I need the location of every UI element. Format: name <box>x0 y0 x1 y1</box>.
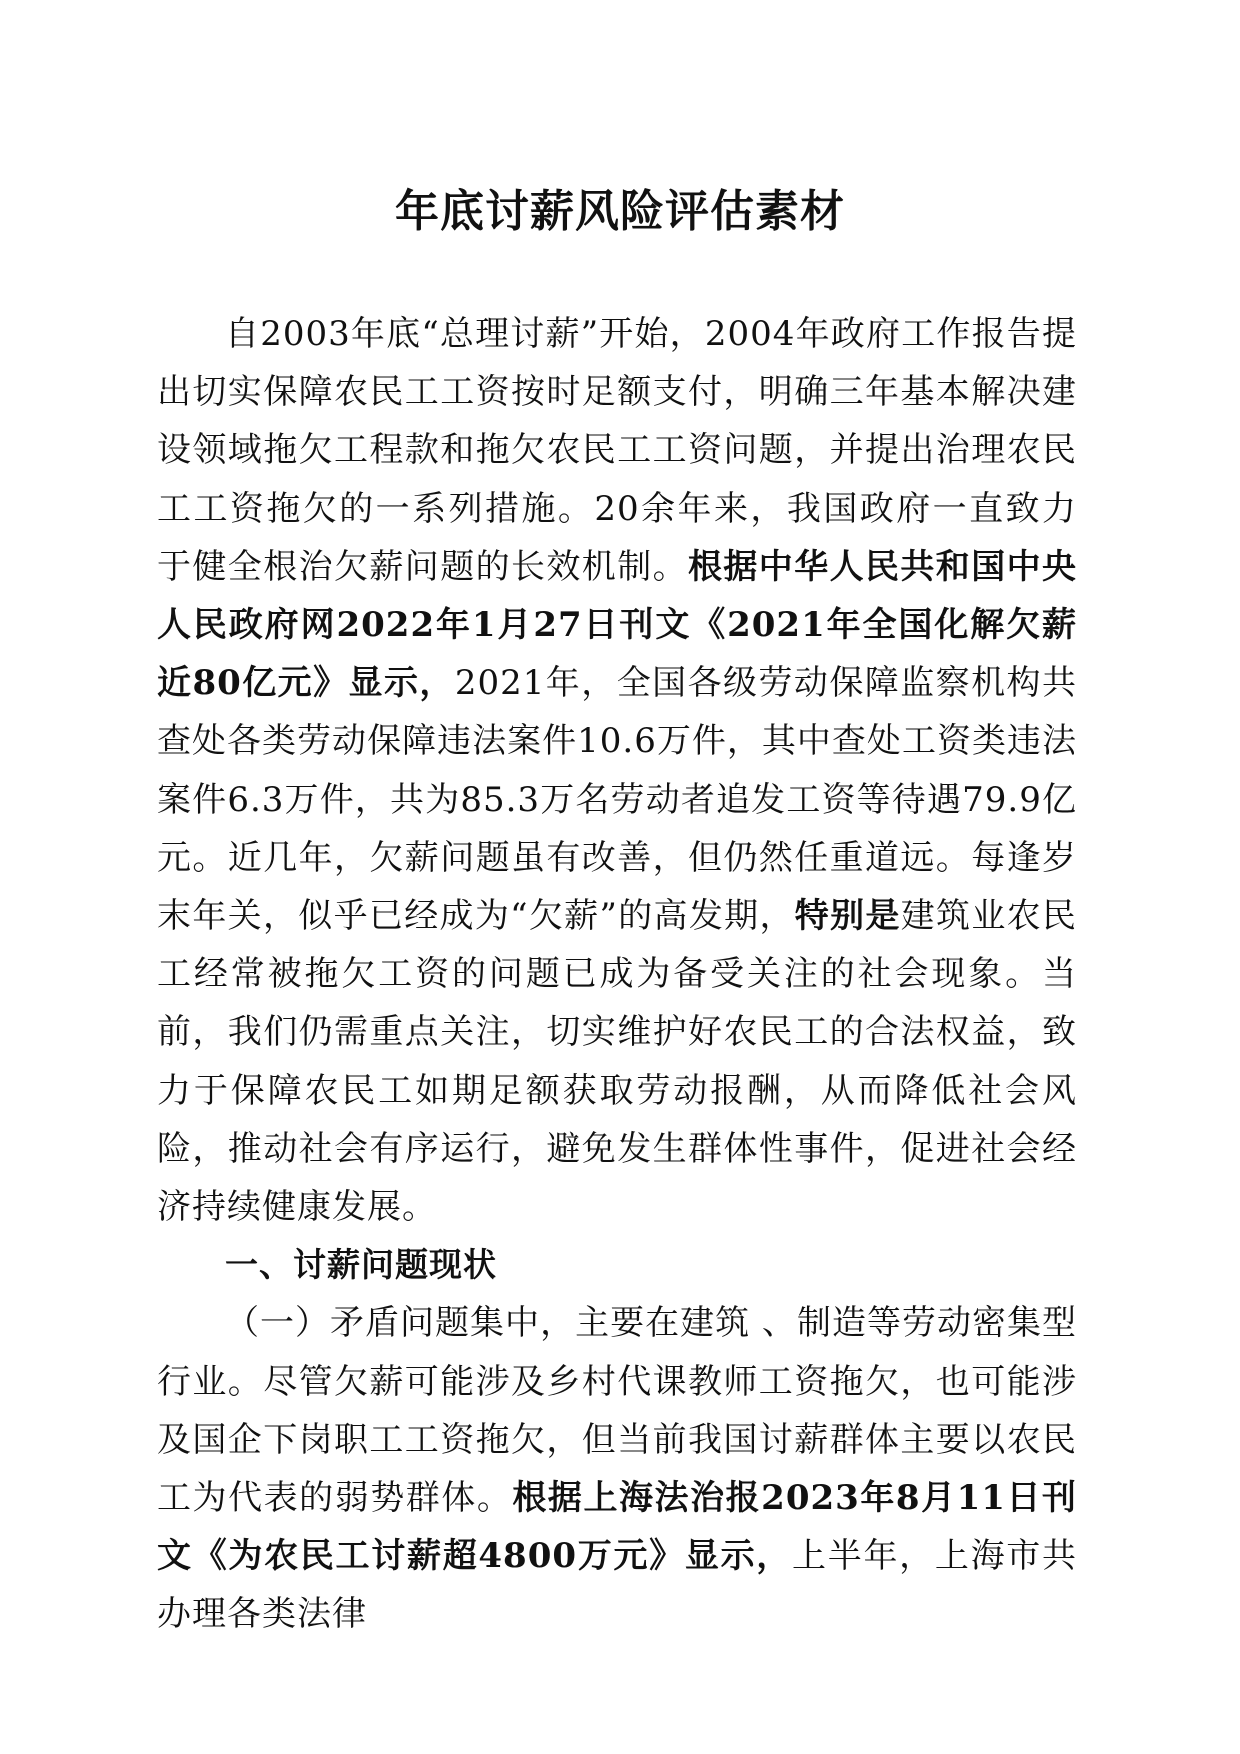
subsection-source-citation: 根据上海法治报2023年8月11日刊文《为农民工讨薪超4800万元》显示， <box>157 1478 1077 1577</box>
subsection-paragraph <box>157 1294 1077 1643</box>
document-body <box>157 305 1077 1644</box>
subsection-text-2: 上半年，上海市共办理各类法律 <box>157 1536 1077 1635</box>
section-heading: 一、讨薪问题现状 <box>225 1245 497 1285</box>
intro-source-citation: 根据中华人民共和国中央人民政府网2022年1月27日刊文《2021年全国化解欠薪近80亿元》显示， <box>157 546 1077 704</box>
intro-text-2: 2021年，全国各级劳动保障监察机构共查处各类劳动保障违法案件10.6万件，其中查处工资类违法案件6.3万件，共为85.3万名劳动者追发工资等待遇79.9亿元。近几年，欠薪问题虽有改善，但仍然任重道远。每逢岁末年关，似乎已经成为“欠薪”的高发期， <box>157 663 1077 937</box>
intro-paragraph <box>157 305 1077 1236</box>
subsection-text-1: （一）矛盾问题集中，主要在建筑 、制造等劳动密集型行业。尽管欠薪可能涉及乡村代课教师工资拖欠，也可能涉及国企下岗职工工资拖欠，但当前我国讨薪群体主要以农民工为代表的弱势群体。 <box>157 1303 1077 1519</box>
intro-text-1: 自2003年底“总理讨薪”开始，2004年政府工作报告提出切实保障农民工工资按时足额支付，明确三年基本解决建设领域拖欠工程款和拖欠农民工工资问题，并提出治理农民工工资拖欠的一系列措施。20余年来，我国政府一直致力于健全根治欠薪问题的长效机制。 <box>157 314 1077 587</box>
document-title: 年底讨薪风险评估素材 <box>395 186 845 237</box>
intro-text-3: 建筑业农民工经常被拖欠工资的问题已成为备受关注的社会现象。当前，我们仍需重点关注，切实维护好农民工的合法权益，致力于保障农民工如期足额获取劳动报酬，从而降低社会风险，推动社会有序运行，避免发生群体性事件，促进社会经济持续健康发展。 <box>157 896 1078 1228</box>
intro-emphasis: 特别是 <box>794 896 901 937</box>
